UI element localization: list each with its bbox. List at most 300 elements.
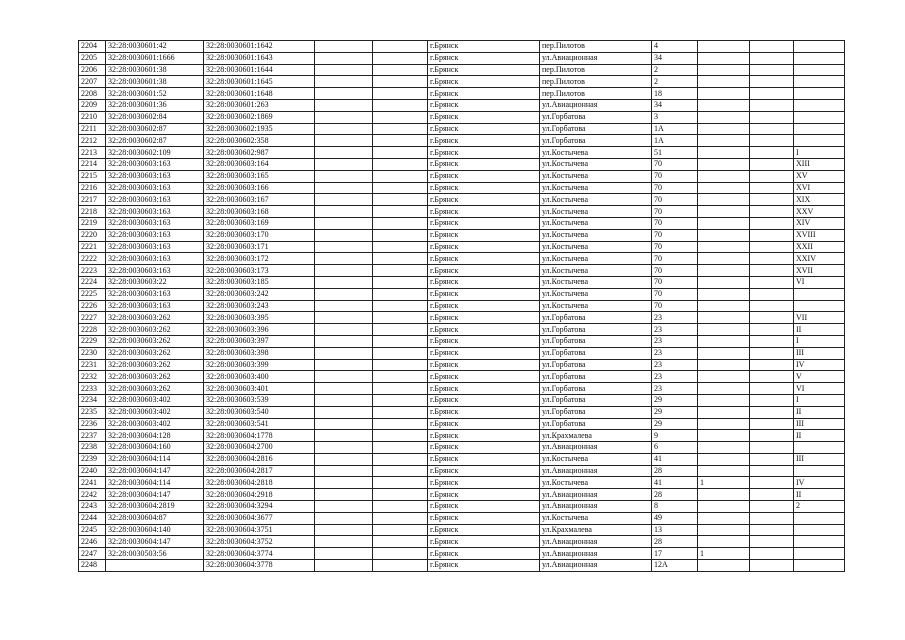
- object-number-cell: 32:28:0030604:3751: [204, 524, 315, 536]
- table-row: [79, 123, 845, 135]
- object-number-cell: 32:28:0030603:398: [204, 347, 315, 359]
- parcel-number-cell: 32:28:0030603:163: [106, 182, 204, 194]
- table-row: [79, 170, 845, 182]
- row-number-cell: 2237: [79, 430, 106, 442]
- city-cell: г.Брянск: [428, 394, 540, 406]
- row-number-cell: 2225: [79, 288, 106, 300]
- empty-cell: [373, 394, 428, 406]
- row-number-cell: 2235: [79, 406, 106, 418]
- street-cell: ул.Горбатова: [540, 324, 652, 336]
- building-cell: [698, 88, 750, 100]
- premises-cell: I: [794, 394, 845, 406]
- empty-cell: [373, 347, 428, 359]
- building-cell: [698, 312, 750, 324]
- house-number-cell: 28: [652, 489, 698, 501]
- object-number-cell: 32:28:0030603:173: [204, 265, 315, 277]
- empty-cell: [315, 147, 373, 159]
- premises-cell: IV: [794, 477, 845, 489]
- premises-cell: [794, 52, 845, 64]
- building-cell: [698, 64, 750, 76]
- object-number-cell: 32:28:0030603:166: [204, 182, 315, 194]
- premises-cell: [794, 560, 845, 572]
- object-number-cell: 32:28:0030603:164: [204, 158, 315, 170]
- extra-cell: [750, 99, 794, 111]
- table-row: [79, 512, 845, 524]
- building-cell: [698, 253, 750, 265]
- house-number-cell: 70: [652, 182, 698, 194]
- city-cell: г.Брянск: [428, 312, 540, 324]
- table-row: [79, 147, 845, 159]
- table-row: [79, 194, 845, 206]
- house-number-cell: 41: [652, 477, 698, 489]
- premises-cell: III: [794, 453, 845, 465]
- extra-cell: [750, 406, 794, 418]
- building-cell: [698, 147, 750, 159]
- premises-cell: XIX: [794, 194, 845, 206]
- row-number-cell: 2222: [79, 253, 106, 265]
- empty-cell: [315, 123, 373, 135]
- building-cell: [698, 465, 750, 477]
- premises-cell: 2: [794, 501, 845, 513]
- empty-cell: [315, 99, 373, 111]
- table-row: [79, 453, 845, 465]
- city-cell: г.Брянск: [428, 76, 540, 88]
- premises-cell: [794, 41, 845, 53]
- parcel-number-cell: 32:28:0030601:38: [106, 76, 204, 88]
- street-cell: ул.Авиационная: [540, 560, 652, 572]
- row-number-cell: 2215: [79, 170, 106, 182]
- table-row: [79, 536, 845, 548]
- premises-cell: [794, 99, 845, 111]
- building-cell: [698, 300, 750, 312]
- extra-cell: [750, 147, 794, 159]
- city-cell: г.Брянск: [428, 111, 540, 123]
- table-row: [79, 465, 845, 477]
- empty-cell: [373, 453, 428, 465]
- extra-cell: [750, 560, 794, 572]
- city-cell: г.Брянск: [428, 560, 540, 572]
- row-number-cell: 2243: [79, 501, 106, 513]
- building-cell: [698, 265, 750, 277]
- house-number-cell: 23: [652, 324, 698, 336]
- row-number-cell: 2211: [79, 123, 106, 135]
- table-row: [79, 477, 845, 489]
- house-number-cell: 3: [652, 111, 698, 123]
- parcel-number-cell: 32:28:0030603:163: [106, 217, 204, 229]
- street-cell: ул.Костычева: [540, 241, 652, 253]
- row-number-cell: 2228: [79, 324, 106, 336]
- table-row: [79, 111, 845, 123]
- empty-cell: [373, 288, 428, 300]
- empty-cell: [315, 312, 373, 324]
- extra-cell: [750, 76, 794, 88]
- building-cell: [698, 453, 750, 465]
- object-number-cell: 32:28:0030602:1935: [204, 123, 315, 135]
- object-number-cell: 32:28:0030604:1778: [204, 430, 315, 442]
- extra-cell: [750, 312, 794, 324]
- street-cell: ул.Костычева: [540, 206, 652, 218]
- table-row: [79, 442, 845, 454]
- house-number-cell: 23: [652, 347, 698, 359]
- building-cell: [698, 76, 750, 88]
- row-number-cell: 2206: [79, 64, 106, 76]
- extra-cell: [750, 170, 794, 182]
- house-number-cell: 29: [652, 394, 698, 406]
- extra-cell: [750, 383, 794, 395]
- city-cell: г.Брянск: [428, 182, 540, 194]
- city-cell: г.Брянск: [428, 430, 540, 442]
- city-cell: г.Брянск: [428, 406, 540, 418]
- street-cell: ул.Костычева: [540, 194, 652, 206]
- extra-cell: [750, 123, 794, 135]
- empty-cell: [373, 147, 428, 159]
- table-row: [79, 288, 845, 300]
- empty-cell: [315, 347, 373, 359]
- extra-cell: [750, 536, 794, 548]
- object-number-cell: 32:28:0030603:397: [204, 335, 315, 347]
- table-row: [79, 430, 845, 442]
- house-number-cell: 70: [652, 217, 698, 229]
- row-number-cell: 2213: [79, 147, 106, 159]
- object-number-cell: 32:28:0030602:1869: [204, 111, 315, 123]
- street-cell: ул.Горбатова: [540, 123, 652, 135]
- empty-cell: [315, 276, 373, 288]
- empty-cell: [315, 324, 373, 336]
- object-number-cell: 32:28:0030604:2817: [204, 465, 315, 477]
- house-number-cell: 8: [652, 501, 698, 513]
- house-number-cell: 1А: [652, 123, 698, 135]
- object-number-cell: 32:28:0030601:1643: [204, 52, 315, 64]
- building-cell: [698, 123, 750, 135]
- object-number-cell: 32:28:0030603:172: [204, 253, 315, 265]
- object-number-cell: 32:28:0030604:2818: [204, 477, 315, 489]
- parcel-number-cell: 32:28:0030601:36: [106, 99, 204, 111]
- extra-cell: [750, 489, 794, 501]
- empty-cell: [373, 99, 428, 111]
- city-cell: г.Брянск: [428, 217, 540, 229]
- object-number-cell: 32:28:0030603:395: [204, 312, 315, 324]
- city-cell: г.Брянск: [428, 371, 540, 383]
- street-cell: ул.Горбатова: [540, 383, 652, 395]
- premises-cell: XVI: [794, 182, 845, 194]
- extra-cell: [750, 111, 794, 123]
- street-cell: ул.Костычева: [540, 253, 652, 265]
- table-row: [79, 347, 845, 359]
- extra-cell: [750, 453, 794, 465]
- object-number-cell: 32:28:0030604:2918: [204, 489, 315, 501]
- street-cell: ул.Горбатова: [540, 394, 652, 406]
- premises-cell: [794, 512, 845, 524]
- building-cell: [698, 442, 750, 454]
- empty-cell: [315, 182, 373, 194]
- object-number-cell: 32:28:0030604:3778: [204, 560, 315, 572]
- premises-cell: [794, 135, 845, 147]
- empty-cell: [373, 418, 428, 430]
- extra-cell: [750, 430, 794, 442]
- empty-cell: [373, 76, 428, 88]
- table-row: [79, 300, 845, 312]
- empty-cell: [315, 335, 373, 347]
- table-row: [79, 359, 845, 371]
- extra-cell: [750, 442, 794, 454]
- extra-cell: [750, 229, 794, 241]
- house-number-cell: 70: [652, 276, 698, 288]
- row-number-cell: 2242: [79, 489, 106, 501]
- city-cell: г.Брянск: [428, 99, 540, 111]
- city-cell: г.Брянск: [428, 276, 540, 288]
- row-number-cell: 2247: [79, 548, 106, 560]
- premises-cell: II: [794, 406, 845, 418]
- empty-cell: [315, 64, 373, 76]
- parcel-number-cell: 32:28:0030604:147: [106, 465, 204, 477]
- street-cell: ул.Горбатова: [540, 312, 652, 324]
- object-number-cell: 32:28:0030603:169: [204, 217, 315, 229]
- parcel-number-cell: 32:28:0030603:402: [106, 406, 204, 418]
- street-cell: пер.Пилотов: [540, 41, 652, 53]
- building-cell: [698, 41, 750, 53]
- row-number-cell: 2229: [79, 335, 106, 347]
- table-row: [79, 324, 845, 336]
- building-cell: [698, 288, 750, 300]
- city-cell: г.Брянск: [428, 123, 540, 135]
- house-number-cell: 70: [652, 253, 698, 265]
- empty-cell: [315, 135, 373, 147]
- extra-cell: [750, 465, 794, 477]
- object-number-cell: 32:28:0030603:167: [204, 194, 315, 206]
- row-number-cell: 2227: [79, 312, 106, 324]
- table-row: [79, 548, 845, 560]
- empty-cell: [315, 170, 373, 182]
- city-cell: г.Брянск: [428, 288, 540, 300]
- building-cell: [698, 418, 750, 430]
- street-cell: ул.Горбатова: [540, 135, 652, 147]
- object-number-cell: 32:28:0030604:3677: [204, 512, 315, 524]
- extra-cell: [750, 276, 794, 288]
- premises-cell: II: [794, 430, 845, 442]
- empty-cell: [373, 406, 428, 418]
- premises-cell: XV: [794, 170, 845, 182]
- object-number-cell: 32:28:0030603:400: [204, 371, 315, 383]
- empty-cell: [373, 465, 428, 477]
- extra-cell: [750, 394, 794, 406]
- row-number-cell: 2236: [79, 418, 106, 430]
- house-number-cell: 70: [652, 194, 698, 206]
- row-number-cell: 2207: [79, 76, 106, 88]
- premises-cell: VII: [794, 312, 845, 324]
- empty-cell: [373, 123, 428, 135]
- table-row: [79, 489, 845, 501]
- empty-cell: [373, 206, 428, 218]
- house-number-cell: 28: [652, 465, 698, 477]
- empty-cell: [315, 536, 373, 548]
- building-cell: [698, 241, 750, 253]
- empty-cell: [373, 430, 428, 442]
- empty-cell: [373, 324, 428, 336]
- extra-cell: [750, 265, 794, 277]
- city-cell: г.Брянск: [428, 52, 540, 64]
- extra-cell: [750, 158, 794, 170]
- extra-cell: [750, 501, 794, 513]
- city-cell: г.Брянск: [428, 194, 540, 206]
- object-number-cell: 32:28:0030603:168: [204, 206, 315, 218]
- object-number-cell: 32:28:0030601:1648: [204, 88, 315, 100]
- table-row: [79, 560, 845, 572]
- row-number-cell: 2239: [79, 453, 106, 465]
- empty-cell: [373, 300, 428, 312]
- building-cell: [698, 324, 750, 336]
- parcel-number-cell: 32:28:0030602:87: [106, 123, 204, 135]
- city-cell: г.Брянск: [428, 265, 540, 277]
- parcel-number-cell: 32:28:0030604:147: [106, 536, 204, 548]
- city-cell: г.Брянск: [428, 335, 540, 347]
- extra-cell: [750, 418, 794, 430]
- house-number-cell: 18: [652, 88, 698, 100]
- parcel-number-cell: 32:28:0030604:140: [106, 524, 204, 536]
- building-cell: [698, 170, 750, 182]
- building-cell: [698, 347, 750, 359]
- extra-cell: [750, 477, 794, 489]
- empty-cell: [315, 288, 373, 300]
- empty-cell: [373, 512, 428, 524]
- empty-cell: [315, 265, 373, 277]
- parcel-number-cell: 32:28:0030503:56: [106, 548, 204, 560]
- building-cell: [698, 560, 750, 572]
- house-number-cell: 34: [652, 52, 698, 64]
- building-cell: [698, 111, 750, 123]
- empty-cell: [315, 88, 373, 100]
- house-number-cell: 29: [652, 418, 698, 430]
- table-row: [79, 383, 845, 395]
- row-number-cell: 2208: [79, 88, 106, 100]
- premises-cell: IV: [794, 359, 845, 371]
- premises-cell: I: [794, 147, 845, 159]
- object-number-cell: 32:28:0030601:263: [204, 99, 315, 111]
- table-row: [79, 276, 845, 288]
- table-row: [79, 88, 845, 100]
- object-number-cell: 32:28:0030601:1644: [204, 64, 315, 76]
- row-number-cell: 2205: [79, 52, 106, 64]
- empty-cell: [373, 111, 428, 123]
- object-number-cell: 32:28:0030603:401: [204, 383, 315, 395]
- city-cell: г.Брянск: [428, 229, 540, 241]
- building-cell: [698, 182, 750, 194]
- table-row: [79, 158, 845, 170]
- object-number-cell: 32:28:0030604:2816: [204, 453, 315, 465]
- object-number-cell: 32:28:0030601:1642: [204, 41, 315, 53]
- city-cell: г.Брянск: [428, 536, 540, 548]
- house-number-cell: 12А: [652, 560, 698, 572]
- house-number-cell: 70: [652, 206, 698, 218]
- building-cell: [698, 206, 750, 218]
- parcel-number-cell: 32:28:0030603:163: [106, 300, 204, 312]
- house-number-cell: 34: [652, 99, 698, 111]
- premises-cell: II: [794, 489, 845, 501]
- street-cell: ул.Костычева: [540, 265, 652, 277]
- extra-cell: [750, 206, 794, 218]
- empty-cell: [373, 442, 428, 454]
- premises-cell: [794, 300, 845, 312]
- row-number-cell: 2220: [79, 229, 106, 241]
- street-cell: ул.Авиационная: [540, 489, 652, 501]
- empty-cell: [373, 548, 428, 560]
- row-number-cell: 2217: [79, 194, 106, 206]
- table-row: [79, 135, 845, 147]
- empty-cell: [373, 359, 428, 371]
- row-number-cell: 2224: [79, 276, 106, 288]
- empty-cell: [373, 276, 428, 288]
- street-cell: ул.Костычева: [540, 512, 652, 524]
- empty-cell: [315, 76, 373, 88]
- premises-cell: [794, 524, 845, 536]
- row-number-cell: 2210: [79, 111, 106, 123]
- building-cell: [698, 430, 750, 442]
- empty-cell: [373, 383, 428, 395]
- row-number-cell: 2233: [79, 383, 106, 395]
- house-number-cell: 29: [652, 406, 698, 418]
- premises-cell: III: [794, 347, 845, 359]
- premises-cell: [794, 123, 845, 135]
- object-number-cell: 32:28:0030603:541: [204, 418, 315, 430]
- empty-cell: [315, 300, 373, 312]
- empty-cell: [373, 229, 428, 241]
- empty-cell: [373, 253, 428, 265]
- city-cell: г.Брянск: [428, 64, 540, 76]
- building-cell: [698, 99, 750, 111]
- empty-cell: [373, 194, 428, 206]
- row-number-cell: 2240: [79, 465, 106, 477]
- parcel-number-cell: 32:28:0030602:87: [106, 135, 204, 147]
- street-cell: ул.Авиационная: [540, 465, 652, 477]
- extra-cell: [750, 324, 794, 336]
- table-row: [79, 64, 845, 76]
- row-number-cell: 2231: [79, 359, 106, 371]
- parcel-number-cell: 32:28:0030604:160: [106, 442, 204, 454]
- extra-cell: [750, 241, 794, 253]
- empty-cell: [315, 442, 373, 454]
- empty-cell: [373, 524, 428, 536]
- city-cell: г.Брянск: [428, 524, 540, 536]
- extra-cell: [750, 359, 794, 371]
- extra-cell: [750, 88, 794, 100]
- city-cell: г.Брянск: [428, 206, 540, 218]
- premises-cell: XIV: [794, 217, 845, 229]
- parcel-number-cell: 32:28:0030604:2819: [106, 501, 204, 513]
- row-number-cell: 2216: [79, 182, 106, 194]
- building-cell: 1: [698, 548, 750, 560]
- house-number-cell: 6: [652, 442, 698, 454]
- extra-cell: [750, 512, 794, 524]
- city-cell: г.Брянск: [428, 418, 540, 430]
- object-number-cell: 32:28:0030603:540: [204, 406, 315, 418]
- table-row: [79, 335, 845, 347]
- premises-cell: [794, 64, 845, 76]
- registry-table-body: [79, 41, 845, 572]
- object-number-cell: 32:28:0030601:1645: [204, 76, 315, 88]
- building-cell: [698, 383, 750, 395]
- city-cell: г.Брянск: [428, 253, 540, 265]
- row-number-cell: 2244: [79, 512, 106, 524]
- parcel-number-cell: 32:28:0030602:84: [106, 111, 204, 123]
- table-row: [79, 312, 845, 324]
- parcel-number-cell: 32:28:0030604:147: [106, 489, 204, 501]
- building-cell: [698, 52, 750, 64]
- street-cell: ул.Костычева: [540, 182, 652, 194]
- house-number-cell: 70: [652, 158, 698, 170]
- table-row: [79, 52, 845, 64]
- row-number-cell: 2223: [79, 265, 106, 277]
- table-row: [79, 41, 845, 53]
- object-number-cell: 32:28:0030603:242: [204, 288, 315, 300]
